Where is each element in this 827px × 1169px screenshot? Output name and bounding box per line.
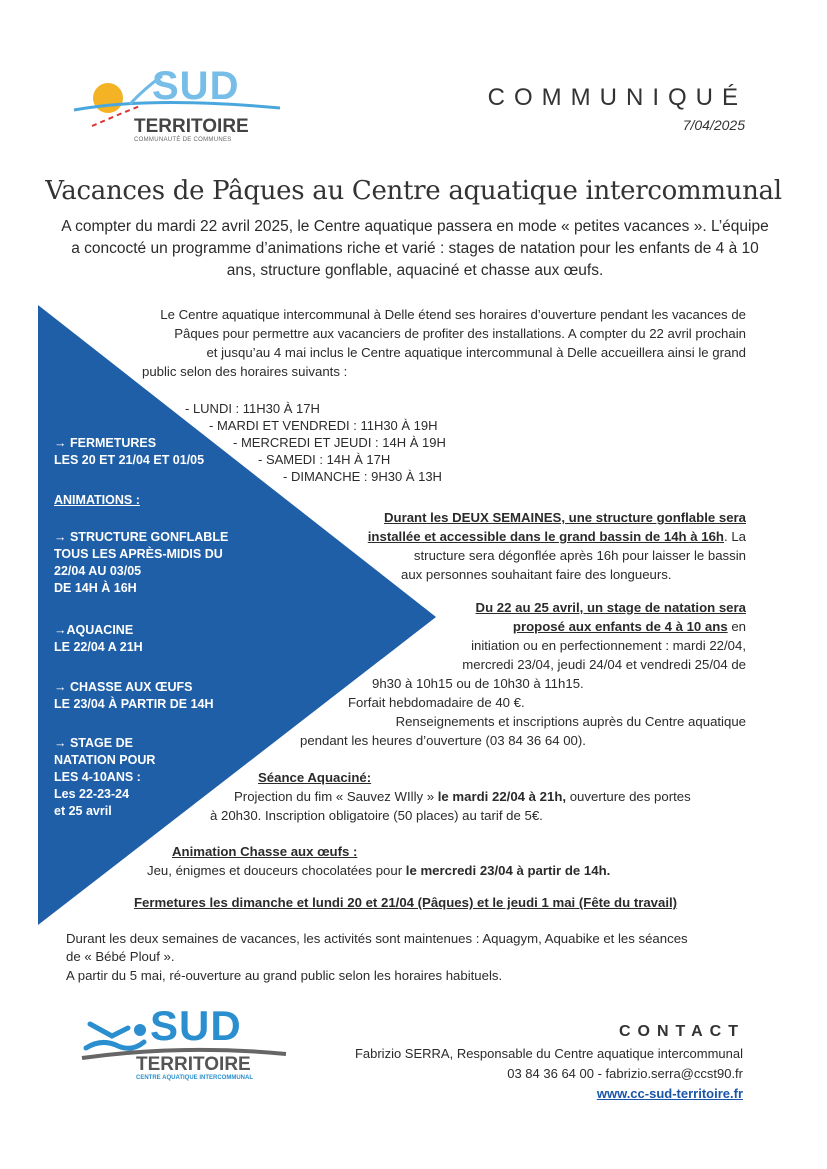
aquacine-text: Projection du fim « Sauvez WIlly »: [234, 789, 438, 804]
chasse-heading: Animation Chasse aux œufs :: [172, 844, 358, 859]
aquacine-line: [234, 787, 691, 806]
page-title: Vacances de Pâques au Centre aquatique intercommunal: [45, 176, 782, 206]
sidebar-line: 22/04 AU 03/05: [54, 564, 142, 578]
sidebar-item-chasse: [54, 679, 214, 713]
footer-line: Durant les deux semaines de vacances, les activités sont maintenues : Aquagym, Aquabike et les séances: [66, 931, 688, 946]
aquacine-heading: Séance Aquaciné:: [258, 770, 372, 785]
stage-line: pendant les heures d’ouverture (03 84 36 64 00).: [300, 733, 586, 748]
chasse-text: Jeu, énigmes et douceurs chocolatées pour: [147, 863, 406, 878]
sidebar-line: DE 14H À 16H: [54, 581, 137, 595]
structure-bold-text: installée et accessible dans le grand bassin de 14h à 16h: [367, 529, 724, 544]
paragraph-line: Le Centre aquatique intercommunal à Delle étend ses horaires d’ouverture pendant les vacances de: [160, 307, 746, 322]
structure-line: [368, 527, 746, 546]
stage-line: 9h30 à 10h15 ou de 10h30 à 11h15.: [372, 676, 584, 691]
sidebar-line: LES 4-10ANS :: [54, 770, 141, 784]
sidebar-line: Les 22-23-24: [54, 787, 130, 801]
stage-line: mercredi 23/04, jeudi 24/04 et vendredi 25/04 de: [462, 657, 746, 672]
sidebar-line: → STAGE DE: [54, 736, 133, 750]
sidebar-animations-title: ANIMATIONS :: [54, 493, 140, 507]
sidebar-line: NATATION POUR: [54, 753, 156, 767]
communique-date: 7/04/2025: [682, 117, 745, 133]
sidebar-fermetures-title: → FERMETURES: [54, 436, 157, 450]
sidebar-line: et 25 avril: [54, 804, 112, 818]
sidebar-line: →AQUACINE: [54, 623, 134, 637]
sidebar-line: LE 22/04 A 21H: [54, 640, 143, 654]
structure-line: aux personnes souhaitant faire des longueurs.: [401, 567, 672, 582]
sidebar-item-structure: [54, 529, 228, 597]
structure-line: structure sera dégonflée après 16h pour laisser le bassin: [413, 548, 746, 563]
schedule-item: - SAMEDI : 14H À 17H: [258, 452, 391, 467]
stage-line: Renseignements et inscriptions auprès du Centre aquatique: [395, 714, 746, 729]
sidebar-line: → STRUCTURE GONFLABLE: [54, 530, 229, 544]
aquacine-date: le mardi 22/04 à 21h,: [437, 789, 567, 804]
logo-territoire-text: TERRITOIRE: [134, 116, 249, 137]
stage-line: [442, 617, 746, 636]
sidebar-line: TOUS LES APRÈS-MIDIS DU: [54, 547, 223, 561]
logo-caption: COMMUNAUTÉ DE COMMUNES: [134, 137, 232, 143]
contact-heading: CONTACT: [618, 1023, 745, 1040]
sidebar-item-aquacine: [54, 622, 143, 656]
stage-line: initiation ou en perfectionnement : mardi 22/04,: [471, 638, 746, 653]
sud-territoire-logo: [70, 64, 290, 148]
closures-notice: Fermetures les dimanche et lundi 20 et 21/04 (Pâques) et le jeudi 1 mai (Fête du travail): [134, 895, 678, 910]
blue-triangle-decoration: [38, 305, 438, 925]
sidebar-line: → CHASSE AUX ŒUFS: [54, 680, 193, 694]
stage-rest-text: en: [727, 619, 746, 634]
stage-bold-text: proposé aux enfants de 4 à 10 ans: [512, 619, 728, 634]
structure-bold-line: Durant les DEUX SEMAINES, une structure gonflable sera: [383, 510, 746, 525]
sidebar-fermetures-dates: LES 20 ET 21/04 ET 01/05: [54, 453, 205, 467]
footer-line: A partir du 5 mai, ré-ouverture au grand public selon les horaires habituels.: [66, 968, 503, 983]
schedule-item: - MARDI ET VENDREDI : 11H30 À 19H: [209, 418, 438, 433]
sidebar-item-stage: [54, 735, 155, 820]
website-link[interactable]: www.cc-sud-territoire.fr: [596, 1086, 743, 1101]
paragraph-line: Pâques pour permettre aux vacanciers de profiter des installations. A compter du 22 avril prochain: [174, 326, 746, 341]
logo-sud-text: SUD: [150, 1002, 242, 1049]
sidebar-line: LE 23/04 À PARTIR DE 14H: [54, 697, 214, 711]
aquacine-text: ouverture des portes: [566, 789, 691, 804]
paragraph-line: public selon des horaires suivants :: [142, 364, 348, 379]
paragraph-line: et jusqu’au 4 mai inclus le Centre aquatique intercommunal à Delle accueillera ainsi le grand: [206, 345, 746, 360]
structure-rest-text: . La: [724, 529, 746, 544]
logo-caption: CENTRE AQUATIQUE INTERCOMMUNAL: [136, 1075, 253, 1081]
stage-line: Forfait hebdomadaire de 40 €.: [348, 695, 525, 710]
footer-line: de « Bébé Plouf ».: [66, 949, 175, 964]
schedule-item: - DIMANCHE : 9H30 À 13H: [283, 469, 442, 484]
schedule-item: - MERCREDI ET JEUDI : 14H À 19H: [233, 435, 446, 450]
chasse-date: le mercredi 23/04 à partir de 14h.: [405, 863, 611, 878]
aquacine-line: à 20h30. Inscription obligatoire (50 places) au tarif de 5€.: [210, 808, 543, 823]
intro-paragraph: A compter du mardi 22 avril 2025, le Centre aquatique passera en mode « petites vacances ». L’équipe a concocté un programme d’animations riche et varié : stages de natation pour les enfants de 4 à 10 ans, structure gonflable, aquaciné et chasse aux œufs.: [61, 218, 769, 279]
stage-bold-line: Du 22 au 25 avril, un stage de natation sera: [475, 600, 746, 615]
chasse-line: [147, 861, 610, 880]
logo-sud-text: SUD: [152, 64, 240, 108]
contact-person: Fabrizio SERRA, Responsable du Centre aquatique intercommunal: [354, 1046, 743, 1061]
schedule-item: - LUNDI : 11H30 À 17H: [185, 401, 320, 416]
communique-label: COMMUNIQUÉ: [487, 84, 747, 111]
centre-aquatique-logo: [72, 1002, 292, 1088]
contact-phone-email[interactable]: 03 84 36 64 00 - fabrizio.serra@ccst90.fr: [507, 1066, 743, 1081]
logo-territoire-text: TERRITOIRE: [136, 1054, 251, 1075]
